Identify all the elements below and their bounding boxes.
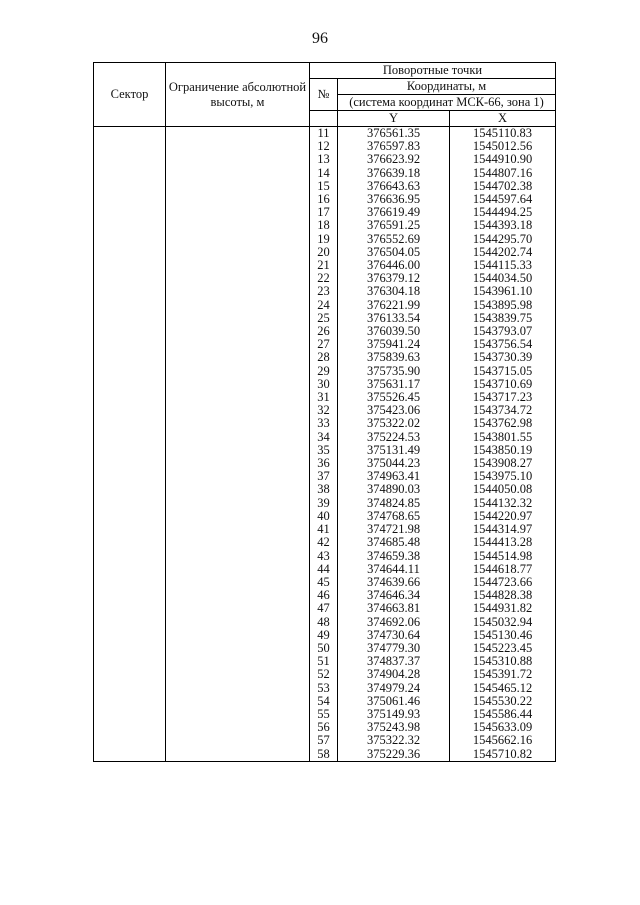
point-number-cell: 41 xyxy=(310,523,338,536)
header-coordinate-system: (система координат МСК-66, зона 1) xyxy=(338,95,556,111)
header-x: X xyxy=(450,111,556,127)
sector-cell xyxy=(94,365,166,378)
y-coordinate-cell: 374663.81 xyxy=(338,602,450,615)
y-coordinate-cell: 374890.03 xyxy=(338,483,450,496)
table-row xyxy=(94,167,556,180)
x-coordinate-cell: 1545012.56 xyxy=(450,140,556,153)
sector-cell xyxy=(94,193,166,206)
sector-cell xyxy=(94,470,166,483)
table-row xyxy=(94,550,556,563)
header-sector: Сектор xyxy=(94,63,166,127)
y-coordinate-cell: 374963.41 xyxy=(338,470,450,483)
altitude-limit-cell xyxy=(166,325,310,338)
table-row xyxy=(94,153,556,166)
sector-cell xyxy=(94,417,166,430)
table-header xyxy=(94,63,556,127)
y-coordinate-cell: 376591.25 xyxy=(338,219,450,232)
x-coordinate-cell: 1543793.07 xyxy=(450,325,556,338)
sector-cell xyxy=(94,616,166,629)
altitude-limit-cell xyxy=(166,655,310,668)
altitude-limit-cell xyxy=(166,616,310,629)
y-coordinate-cell: 375322.02 xyxy=(338,417,450,430)
table-row xyxy=(94,536,556,549)
sector-cell xyxy=(94,391,166,404)
x-coordinate-cell: 1544828.38 xyxy=(450,589,556,602)
altitude-limit-cell xyxy=(166,233,310,246)
y-coordinate-cell: 376561.35 xyxy=(338,127,450,141)
x-coordinate-cell: 1543717.23 xyxy=(450,391,556,404)
x-coordinate-cell: 1545310.88 xyxy=(450,655,556,668)
table-row xyxy=(94,351,556,364)
altitude-limit-cell xyxy=(166,523,310,536)
altitude-limit-cell xyxy=(166,576,310,589)
y-coordinate-cell: 376643.63 xyxy=(338,180,450,193)
x-coordinate-cell: 1544514.98 xyxy=(450,550,556,563)
altitude-limit-cell xyxy=(166,127,310,141)
table-row xyxy=(94,629,556,642)
point-number-cell: 33 xyxy=(310,417,338,430)
sector-cell xyxy=(94,233,166,246)
altitude-limit-cell xyxy=(166,338,310,351)
point-number-cell: 18 xyxy=(310,219,338,232)
point-number-cell: 56 xyxy=(310,721,338,734)
sector-cell xyxy=(94,351,166,364)
sector-cell xyxy=(94,734,166,747)
altitude-limit-cell xyxy=(166,563,310,576)
y-coordinate-cell: 376639.18 xyxy=(338,167,450,180)
x-coordinate-cell: 1545465.12 xyxy=(450,682,556,695)
x-coordinate-cell: 1544034.50 xyxy=(450,272,556,285)
altitude-limit-cell xyxy=(166,682,310,695)
sector-cell xyxy=(94,338,166,351)
table-row xyxy=(94,497,556,510)
altitude-limit-cell xyxy=(166,470,310,483)
point-number-cell: 55 xyxy=(310,708,338,721)
y-coordinate-cell: 375061.46 xyxy=(338,695,450,708)
point-number-cell: 31 xyxy=(310,391,338,404)
sector-cell xyxy=(94,483,166,496)
x-coordinate-cell: 1545391.72 xyxy=(450,668,556,681)
y-coordinate-cell: 374824.85 xyxy=(338,497,450,510)
y-coordinate-cell: 374659.38 xyxy=(338,550,450,563)
x-coordinate-cell: 1544314.97 xyxy=(450,523,556,536)
altitude-limit-cell xyxy=(166,734,310,747)
altitude-limit-cell xyxy=(166,417,310,430)
y-coordinate-cell: 376304.18 xyxy=(338,285,450,298)
altitude-limit-cell xyxy=(166,246,310,259)
altitude-limit-cell xyxy=(166,167,310,180)
sector-cell xyxy=(94,668,166,681)
y-coordinate-cell: 375941.24 xyxy=(338,338,450,351)
y-coordinate-cell: 376619.49 xyxy=(338,206,450,219)
altitude-limit-cell xyxy=(166,721,310,734)
y-coordinate-cell: 375631.17 xyxy=(338,378,450,391)
point-number-cell: 23 xyxy=(310,285,338,298)
sector-cell xyxy=(94,523,166,536)
sector-cell xyxy=(94,576,166,589)
point-number-cell: 48 xyxy=(310,616,338,629)
sector-cell xyxy=(94,206,166,219)
sector-cell xyxy=(94,748,166,762)
point-number-cell: 50 xyxy=(310,642,338,655)
header-number: № xyxy=(310,79,338,111)
y-coordinate-cell: 375423.06 xyxy=(338,404,450,417)
x-coordinate-cell: 1544723.66 xyxy=(450,576,556,589)
sector-cell xyxy=(94,127,166,141)
table-row xyxy=(94,127,556,141)
sector-cell xyxy=(94,695,166,708)
sector-cell xyxy=(94,602,166,615)
altitude-limit-cell xyxy=(166,629,310,642)
point-number-cell: 15 xyxy=(310,180,338,193)
x-coordinate-cell: 1543730.39 xyxy=(450,351,556,364)
altitude-limit-cell xyxy=(166,312,310,325)
y-coordinate-cell: 376623.92 xyxy=(338,153,450,166)
point-number-cell: 14 xyxy=(310,167,338,180)
sector-cell xyxy=(94,721,166,734)
x-coordinate-cell: 1544702.38 xyxy=(450,180,556,193)
point-number-cell: 54 xyxy=(310,695,338,708)
sector-cell xyxy=(94,536,166,549)
header-number-blank xyxy=(310,111,338,127)
altitude-limit-cell xyxy=(166,589,310,602)
point-number-cell: 25 xyxy=(310,312,338,325)
point-number-cell: 44 xyxy=(310,563,338,576)
altitude-limit-cell xyxy=(166,483,310,496)
sector-cell xyxy=(94,167,166,180)
point-number-cell: 30 xyxy=(310,378,338,391)
altitude-limit-cell xyxy=(166,285,310,298)
y-coordinate-cell: 375044.23 xyxy=(338,457,450,470)
point-number-cell: 17 xyxy=(310,206,338,219)
altitude-limit-cell xyxy=(166,391,310,404)
x-coordinate-cell: 1544618.77 xyxy=(450,563,556,576)
point-number-cell: 52 xyxy=(310,668,338,681)
table-row xyxy=(94,682,556,695)
table-row xyxy=(94,219,556,232)
y-coordinate-cell: 375131.49 xyxy=(338,444,450,457)
x-coordinate-cell: 1545223.45 xyxy=(450,642,556,655)
altitude-limit-cell xyxy=(166,708,310,721)
x-coordinate-cell: 1543710.69 xyxy=(450,378,556,391)
altitude-limit-cell xyxy=(166,748,310,762)
table-row xyxy=(94,616,556,629)
sector-cell xyxy=(94,404,166,417)
x-coordinate-cell: 1544807.16 xyxy=(450,167,556,180)
x-coordinate-cell: 1545530.22 xyxy=(450,695,556,708)
sector-cell xyxy=(94,510,166,523)
table-row xyxy=(94,748,556,762)
table-row xyxy=(94,602,556,615)
x-coordinate-cell: 1545633.09 xyxy=(450,721,556,734)
sector-cell xyxy=(94,180,166,193)
y-coordinate-cell: 374779.30 xyxy=(338,642,450,655)
x-coordinate-cell: 1544132.32 xyxy=(450,497,556,510)
x-coordinate-cell: 1543895.98 xyxy=(450,299,556,312)
y-coordinate-cell: 374979.24 xyxy=(338,682,450,695)
point-number-cell: 51 xyxy=(310,655,338,668)
altitude-limit-cell xyxy=(166,299,310,312)
table-row xyxy=(94,695,556,708)
altitude-limit-cell xyxy=(166,193,310,206)
point-number-cell: 11 xyxy=(310,127,338,141)
x-coordinate-cell: 1543839.75 xyxy=(450,312,556,325)
altitude-limit-cell xyxy=(166,550,310,563)
y-coordinate-cell: 376221.99 xyxy=(338,299,450,312)
x-coordinate-cell: 1543762.98 xyxy=(450,417,556,430)
sector-cell xyxy=(94,312,166,325)
y-coordinate-cell: 376446.00 xyxy=(338,259,450,272)
point-number-cell: 20 xyxy=(310,246,338,259)
x-coordinate-cell: 1545032.94 xyxy=(450,616,556,629)
point-number-cell: 46 xyxy=(310,589,338,602)
y-coordinate-cell: 375322.32 xyxy=(338,734,450,747)
altitude-limit-cell xyxy=(166,219,310,232)
altitude-limit-cell xyxy=(166,497,310,510)
x-coordinate-cell: 1545110.83 xyxy=(450,127,556,141)
point-number-cell: 24 xyxy=(310,299,338,312)
point-number-cell: 26 xyxy=(310,325,338,338)
sector-cell xyxy=(94,325,166,338)
point-number-cell: 57 xyxy=(310,734,338,747)
sector-cell xyxy=(94,153,166,166)
altitude-limit-cell xyxy=(166,668,310,681)
x-coordinate-cell: 1543801.55 xyxy=(450,431,556,444)
point-number-cell: 47 xyxy=(310,602,338,615)
point-number-cell: 35 xyxy=(310,444,338,457)
y-coordinate-cell: 376504.05 xyxy=(338,246,450,259)
altitude-limit-cell xyxy=(166,378,310,391)
sector-cell xyxy=(94,219,166,232)
sector-cell xyxy=(94,629,166,642)
table-row xyxy=(94,285,556,298)
y-coordinate-cell: 376597.83 xyxy=(338,140,450,153)
y-coordinate-cell: 376133.54 xyxy=(338,312,450,325)
x-coordinate-cell: 1544295.70 xyxy=(450,233,556,246)
x-coordinate-cell: 1545586.44 xyxy=(450,708,556,721)
y-coordinate-cell: 374644.11 xyxy=(338,563,450,576)
table-row xyxy=(94,483,556,496)
sector-cell xyxy=(94,246,166,259)
y-coordinate-cell: 375735.90 xyxy=(338,365,450,378)
y-coordinate-cell: 374646.34 xyxy=(338,589,450,602)
y-coordinate-cell: 374692.06 xyxy=(338,616,450,629)
sector-cell xyxy=(94,563,166,576)
altitude-limit-cell xyxy=(166,431,310,444)
point-number-cell: 43 xyxy=(310,550,338,563)
x-coordinate-cell: 1545662.16 xyxy=(450,734,556,747)
x-coordinate-cell: 1544494.25 xyxy=(450,206,556,219)
x-coordinate-cell: 1543961.10 xyxy=(450,285,556,298)
point-number-cell: 19 xyxy=(310,233,338,246)
x-coordinate-cell: 1543908.27 xyxy=(450,457,556,470)
x-coordinate-cell: 1544910.90 xyxy=(450,153,556,166)
altitude-limit-cell xyxy=(166,140,310,153)
altitude-limit-cell xyxy=(166,536,310,549)
x-coordinate-cell: 1544931.82 xyxy=(450,602,556,615)
sector-cell xyxy=(94,444,166,457)
x-coordinate-cell: 1543734.72 xyxy=(450,404,556,417)
altitude-limit-cell xyxy=(166,404,310,417)
x-coordinate-cell: 1544202.74 xyxy=(450,246,556,259)
header-altitude-limit: Ограничение абсолютной высоты, м xyxy=(166,63,310,127)
y-coordinate-cell: 374768.65 xyxy=(338,510,450,523)
altitude-limit-cell xyxy=(166,259,310,272)
y-coordinate-cell: 375149.93 xyxy=(338,708,450,721)
point-number-cell: 49 xyxy=(310,629,338,642)
table-body xyxy=(94,127,556,762)
x-coordinate-cell: 1545710.82 xyxy=(450,748,556,762)
altitude-limit-cell xyxy=(166,695,310,708)
altitude-limit-cell xyxy=(166,206,310,219)
sector-cell xyxy=(94,655,166,668)
sector-cell xyxy=(94,682,166,695)
altitude-limit-cell xyxy=(166,153,310,166)
point-number-cell: 34 xyxy=(310,431,338,444)
point-number-cell: 32 xyxy=(310,404,338,417)
coordinates-table xyxy=(93,62,556,762)
point-number-cell: 27 xyxy=(310,338,338,351)
y-coordinate-cell: 375526.45 xyxy=(338,391,450,404)
point-number-cell: 53 xyxy=(310,682,338,695)
sector-cell xyxy=(94,431,166,444)
table-row xyxy=(94,668,556,681)
sector-cell xyxy=(94,497,166,510)
sector-cell xyxy=(94,589,166,602)
point-number-cell: 21 xyxy=(310,259,338,272)
altitude-limit-cell xyxy=(166,444,310,457)
point-number-cell: 37 xyxy=(310,470,338,483)
point-number-cell: 28 xyxy=(310,351,338,364)
point-number-cell: 38 xyxy=(310,483,338,496)
point-number-cell: 22 xyxy=(310,272,338,285)
point-number-cell: 36 xyxy=(310,457,338,470)
sector-cell xyxy=(94,140,166,153)
header-turning-points: Поворотные точки xyxy=(310,63,556,79)
point-number-cell: 16 xyxy=(310,193,338,206)
sector-cell xyxy=(94,708,166,721)
point-number-cell: 45 xyxy=(310,576,338,589)
x-coordinate-cell: 1544220.97 xyxy=(450,510,556,523)
sector-cell xyxy=(94,285,166,298)
x-coordinate-cell: 1543756.54 xyxy=(450,338,556,351)
sector-cell xyxy=(94,272,166,285)
y-coordinate-cell: 376379.12 xyxy=(338,272,450,285)
table-row xyxy=(94,233,556,246)
table-row xyxy=(94,563,556,576)
header-y: Y xyxy=(338,111,450,127)
y-coordinate-cell: 374837.37 xyxy=(338,655,450,668)
y-coordinate-cell: 374721.98 xyxy=(338,523,450,536)
x-coordinate-cell: 1544597.64 xyxy=(450,193,556,206)
y-coordinate-cell: 375224.53 xyxy=(338,431,450,444)
y-coordinate-cell: 376636.95 xyxy=(338,193,450,206)
y-coordinate-cell: 374685.48 xyxy=(338,536,450,549)
y-coordinate-cell: 374904.28 xyxy=(338,668,450,681)
sector-cell xyxy=(94,550,166,563)
x-coordinate-cell: 1543850.19 xyxy=(450,444,556,457)
y-coordinate-cell: 375839.63 xyxy=(338,351,450,364)
x-coordinate-cell: 1544115.33 xyxy=(450,259,556,272)
x-coordinate-cell: 1543715.05 xyxy=(450,365,556,378)
page-number: 96 xyxy=(312,30,328,47)
point-number-cell: 40 xyxy=(310,510,338,523)
sector-cell xyxy=(94,259,166,272)
table-row xyxy=(94,365,556,378)
header-coordinates: Координаты, м xyxy=(338,79,556,95)
table-row xyxy=(94,734,556,747)
y-coordinate-cell: 375229.36 xyxy=(338,748,450,762)
y-coordinate-cell: 376039.50 xyxy=(338,325,450,338)
x-coordinate-cell: 1544050.08 xyxy=(450,483,556,496)
y-coordinate-cell: 374730.64 xyxy=(338,629,450,642)
altitude-limit-cell xyxy=(166,180,310,193)
x-coordinate-cell: 1543975.10 xyxy=(450,470,556,483)
sector-cell xyxy=(94,299,166,312)
point-number-cell: 13 xyxy=(310,153,338,166)
point-number-cell: 29 xyxy=(310,365,338,378)
altitude-limit-cell xyxy=(166,351,310,364)
table-row xyxy=(94,299,556,312)
table-row xyxy=(94,417,556,430)
x-coordinate-cell: 1545130.46 xyxy=(450,629,556,642)
point-number-cell: 39 xyxy=(310,497,338,510)
altitude-limit-cell xyxy=(166,510,310,523)
table-row xyxy=(94,431,556,444)
altitude-limit-cell xyxy=(166,272,310,285)
y-coordinate-cell: 374639.66 xyxy=(338,576,450,589)
altitude-limit-cell xyxy=(166,642,310,655)
point-number-cell: 58 xyxy=(310,748,338,762)
sector-cell xyxy=(94,378,166,391)
altitude-limit-cell xyxy=(166,457,310,470)
y-coordinate-cell: 375243.98 xyxy=(338,721,450,734)
altitude-limit-cell xyxy=(166,602,310,615)
point-number-cell: 12 xyxy=(310,140,338,153)
y-coordinate-cell: 376552.69 xyxy=(338,233,450,246)
altitude-limit-cell xyxy=(166,365,310,378)
sector-cell xyxy=(94,642,166,655)
x-coordinate-cell: 1544413.28 xyxy=(450,536,556,549)
sector-cell xyxy=(94,457,166,470)
point-number-cell: 42 xyxy=(310,536,338,549)
x-coordinate-cell: 1544393.18 xyxy=(450,219,556,232)
